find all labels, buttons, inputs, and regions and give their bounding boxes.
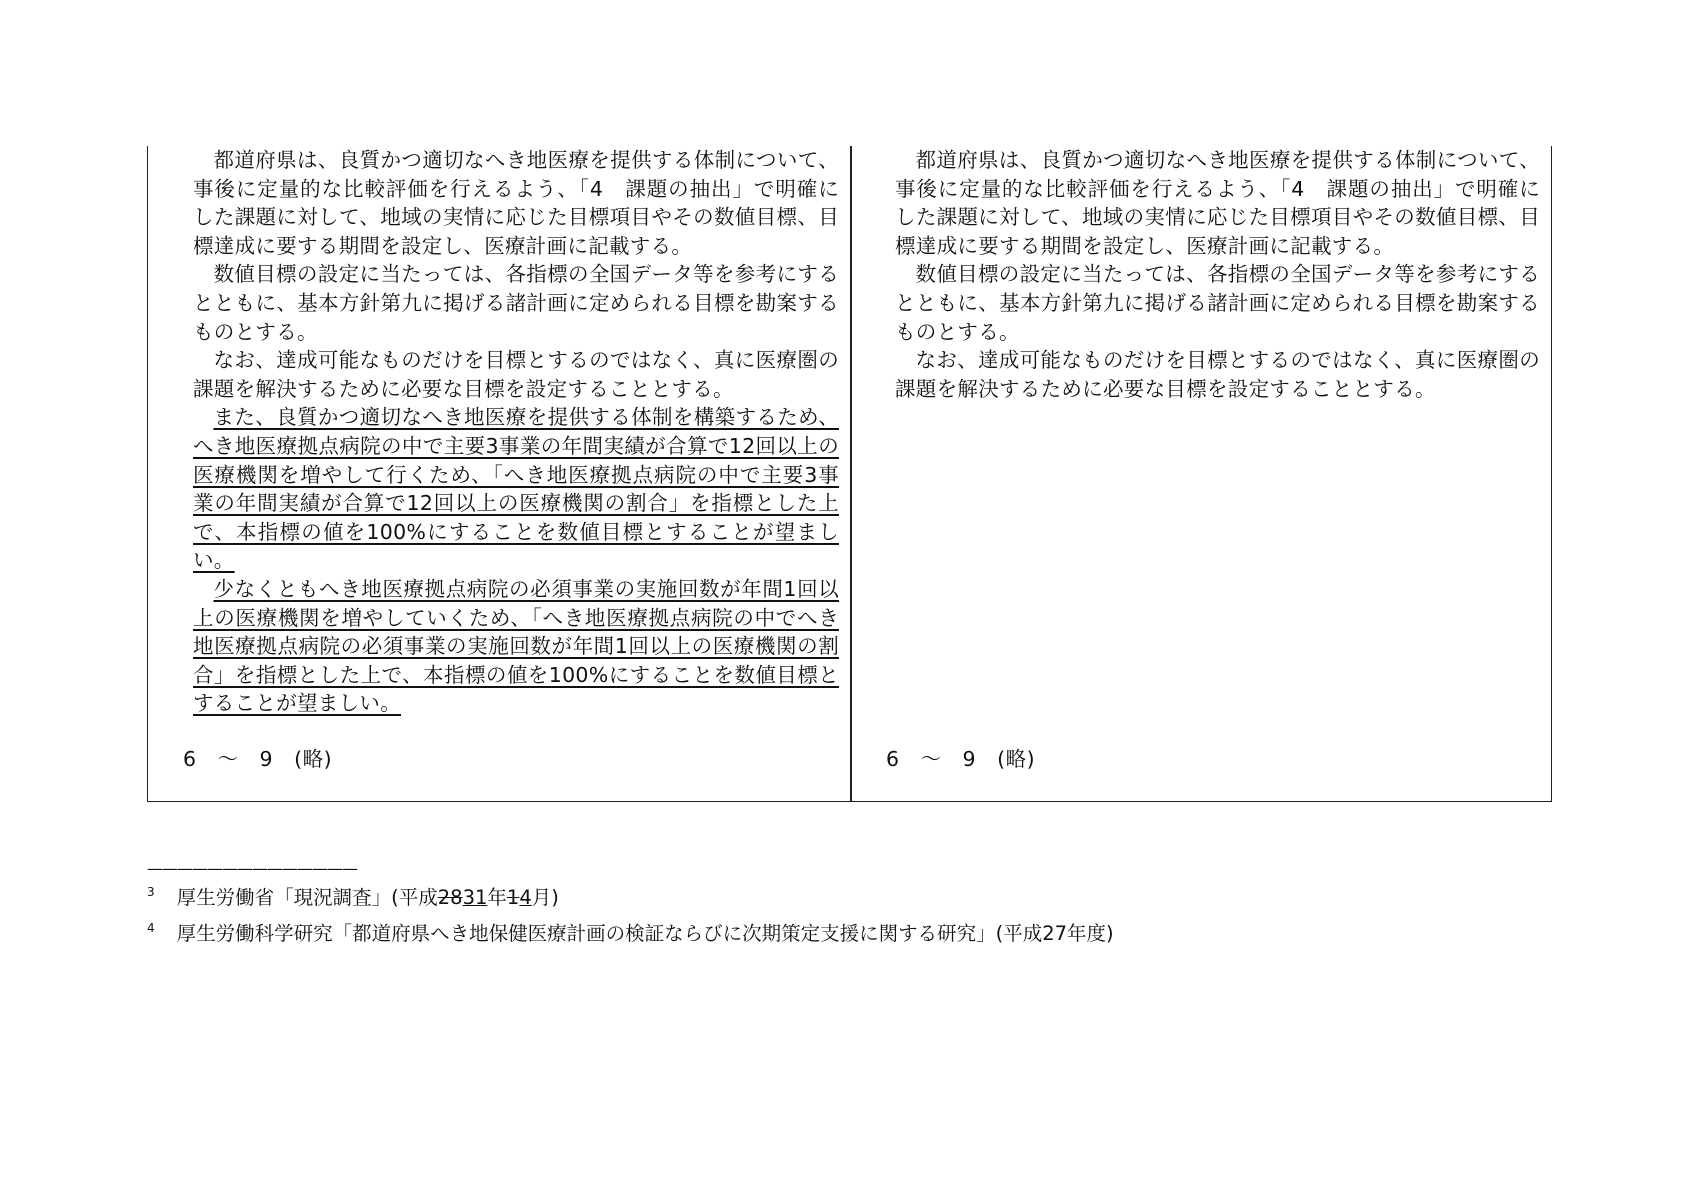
right-paragraph-2: 数値目標の設定に当たっては、各指標の全国データ等を参考にするとともに、基本方針第九に掲げる諸計画に定められる目標を勘案するものとする。 <box>895 262 1540 344</box>
footnote-4 <box>147 918 1114 946</box>
left-column <box>193 146 839 718</box>
right-paragraph-1: 都道府県は、良質かつ適切なへき地医療を提供する体制について、事後に定量的な比較評価を行えるよう、「4 課題の抽出」で明確にした課題に対して、地域の実情に応じた目標項目やその数値目標、目標達成に要する期間を設定し、医療計画に記載する。 <box>895 148 1540 258</box>
comparison-table <box>147 146 1552 802</box>
left-paragraph-1: 都道府県は、良質かつ適切なへき地医療を提供する体制について、事後に定量的な比較評価を行えるよう、「4 課題の抽出」で明確にした課題に対して、地域の実情に応じた目標項目やその数値目標、目標達成に要する期間を設定し、医療計画に記載する。 <box>193 148 839 258</box>
left-paragraph-2: 数値目標の設定に当たっては、各指標の全国データ等を参考にするとともに、基本方針第九に掲げる諸計画に定められる目標を勘案するものとする。 <box>193 262 839 344</box>
footnote-text: 年 <box>487 886 507 909</box>
added-month: 4 <box>519 886 532 909</box>
right-section-reference: 6 ～ 9 (略) <box>886 747 1036 771</box>
right-paragraph-3: なお、達成可能なものだけを目標とするのではなく、真に医療圏の課題を解決するために必要な目標を設定することとする。 <box>895 348 1540 401</box>
left-paragraph-5-added: 少なくともへき地医療拠点病院の必須事業の実施回数が年間1回以上の医療機関を増やしていくため、「へき地医療拠点病院の中でへき地医療拠点病院の必須事業の実施回数が年間1回以上の医療機関の割合」を指標とした上で、本指標の値を100%にすることを数値目標とすることが望ましい。 <box>193 576 839 716</box>
deleted-month: 1 <box>506 886 520 909</box>
footnote-3 <box>147 882 559 910</box>
footnote-text: 厚生労働省「現況調査」(平成 <box>176 886 438 909</box>
right-column <box>895 146 1540 403</box>
left-section-reference: 6 ～ 9 (略) <box>183 747 333 771</box>
deleted-year: 28 <box>437 886 463 909</box>
column-divider <box>850 146 852 801</box>
added-year: 31 <box>462 886 488 909</box>
left-paragraph-4-added: また、良質かつ適切なへき地医療を提供する体制を構築するため、へき地医療拠点病院の中で主要3事業の年間実績が合算で12回以上の医療機関を増やして行くため、「へき地医療拠点病院の中で主要3事業の年間実績が合算で12回以上の医療機関の割合」を指標とした上で、本指標の値を100%にすることを数値目標とすることが望ましい。 <box>193 405 839 573</box>
footnote-text: 月) <box>531 886 559 909</box>
footnote-rule: —————————————— <box>147 859 357 878</box>
footnote-text: 厚生労働科学研究「都道府県へき地保健医療計画の検証ならびに次期策定支援に関する研究」(平成27年度) <box>176 922 1114 945</box>
left-paragraph-3: なお、達成可能なものだけを目標とするのではなく、真に医療圏の課題を解決するために必要な目標を設定することとする。 <box>193 348 839 401</box>
footnote-number: 4 <box>147 921 155 935</box>
footnote-number: 3 <box>147 885 155 899</box>
